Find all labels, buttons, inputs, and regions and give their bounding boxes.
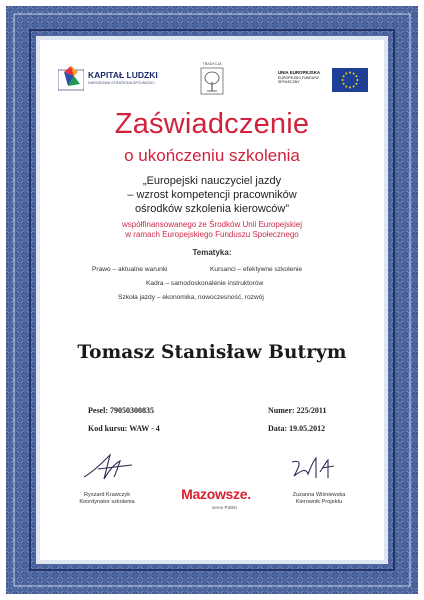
certificate-subtitle: o ukończeniu szkolenia bbox=[124, 146, 300, 165]
certificate-title: Zaświadczenie bbox=[114, 108, 310, 140]
cofinancing-note bbox=[42, 220, 382, 240]
cofinancing-line-1: współfinansowanego ze Środków Unii Europejskiej bbox=[121, 220, 303, 229]
coordinator-role: Koordynator szkolenia bbox=[79, 499, 135, 505]
course-name bbox=[42, 174, 382, 216]
topic-item: Prawo – aktualne warunki bbox=[92, 266, 168, 273]
mazowsze-logo bbox=[168, 486, 264, 516]
project-manager-block bbox=[264, 492, 374, 506]
certificate-content bbox=[42, 44, 382, 556]
project-manager-role: Kierownik Projektu bbox=[295, 499, 343, 505]
topic-item: Szkoła jazdy – ekonomika, nowoczesność, rozwój bbox=[118, 294, 264, 301]
project-manager-signature bbox=[286, 452, 346, 484]
course-name-line-2: – wzrost kompetencji pracowników bbox=[127, 189, 297, 201]
course-name-line-1: „Europejski nauczyciel jazdy bbox=[142, 175, 282, 187]
kapital-ludzki-emblem-icon bbox=[58, 64, 84, 92]
eu-logo-subtitle: EUROPEJSKI FUNDUSZ SPOŁECZNY bbox=[278, 76, 319, 85]
coordinator-name: Ryszard Krawczyk bbox=[83, 492, 130, 498]
eu-logo-title: UNIA EUROPEJSKA bbox=[278, 70, 321, 75]
topic-item: Kursanci – efektywne szkolenie bbox=[210, 266, 302, 273]
eu-flag-icon bbox=[332, 68, 368, 92]
kapital-ludzki-title: KAPITAŁ LUDZKI bbox=[88, 70, 158, 80]
kapital-ludzki-logo bbox=[58, 64, 178, 98]
tree-emblem-icon bbox=[198, 67, 226, 97]
organization-logo-label: TRADYCJA bbox=[202, 62, 222, 66]
certificate-number: Numer: 225/2011 bbox=[268, 406, 327, 415]
mazowsze-tagline: serce Polski bbox=[212, 505, 237, 510]
topic-item: Kadra – samodoskonalenie instruktorów bbox=[146, 280, 264, 287]
issue-date: Data: 19.05.2012 bbox=[268, 424, 326, 433]
coordinator-signature bbox=[80, 449, 140, 483]
mazowsze-wordmark: Mazowsze. bbox=[181, 486, 251, 502]
topics-heading: Tematyka: bbox=[192, 248, 232, 257]
course-name-line-3: ośrodków szkolenia kierowców” bbox=[134, 203, 290, 215]
organization-logo bbox=[198, 62, 226, 96]
course-code: Kod kursu: WAW - 4 bbox=[88, 424, 160, 433]
cofinancing-line-2: w ramach Europejskiego Funduszu Społecznego bbox=[125, 230, 299, 239]
eu-logo bbox=[278, 68, 368, 98]
project-manager-name: Zuzanna Wiśniewska bbox=[292, 492, 346, 498]
pesel-field: Pesel: 79050300835 bbox=[88, 406, 154, 415]
recipient-name: Tomasz Stanisław Butrym bbox=[77, 342, 347, 363]
kapital-ludzki-subtitle: NARODOWA STRATEGIA SPÓJNOŚCI bbox=[88, 81, 155, 85]
coordinator-block bbox=[52, 492, 162, 506]
